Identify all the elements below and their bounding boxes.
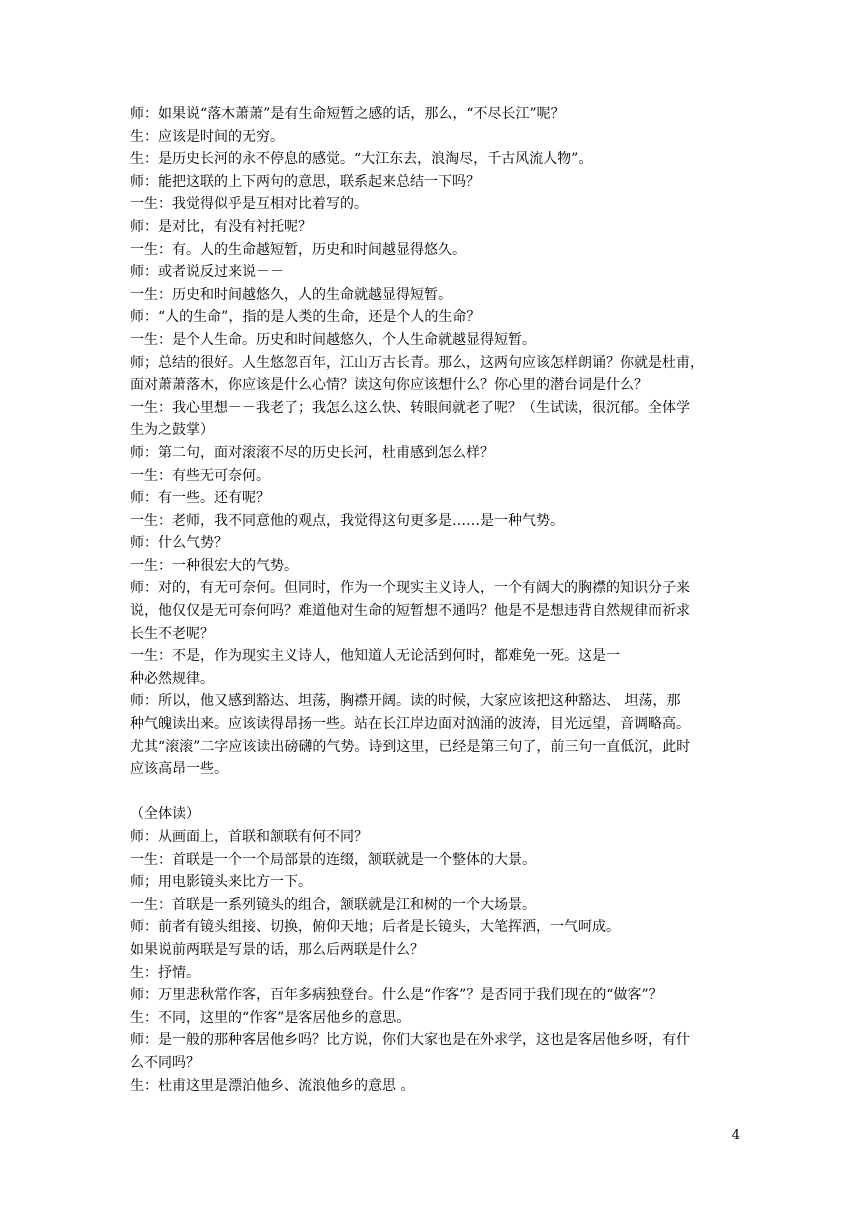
text-line: 师：是对比，有没有衬托呢？ — [130, 218, 312, 235]
text-line: 面对萧萧落木，你应该是什么心情？读这句你应该想什么？你心里的潜台词是什么？ — [130, 377, 648, 394]
text-line: 生：是历史长河的永不停息的感觉。“大江东去，浪淘尽，千古风流人物”。 — [130, 151, 593, 168]
text-line: 一生：我觉得似乎是互相对比着写的。 — [130, 196, 368, 213]
text-line: 生为之鼓掌） — [130, 422, 214, 439]
text-line: 一生：一种很宏大的气势。 — [130, 557, 298, 574]
text-line: 种气魄读出来。应该读得昂扬一些。站在长江岸边面对汹涌的波涛，目光远望，音调略高。 — [130, 716, 690, 733]
text-line: 种必然规律。 — [130, 670, 214, 687]
text-line: （全体读） — [130, 806, 200, 823]
text-line: 师：能把这联的上下两句的意思，联系起来总结一下吗？ — [130, 173, 480, 190]
page-number: 4 — [731, 1128, 740, 1143]
text-line: 一生：老师，我不同意他的观点，我觉得这句更多是……是一种气势。 — [130, 512, 564, 529]
text-line: 么不同吗？ — [130, 1054, 200, 1071]
text-line: 生：不同，这里的“作客”是客居他乡的意思。 — [130, 1009, 411, 1026]
text-line: 师：是一般的那种客居他乡吗？比方说，你们大家也是在外求学，这也是客居他乡呀，有什 — [130, 1032, 690, 1049]
text-line: 一生：历史和时间越悠久，人的生命就越显得短暂。 — [130, 286, 452, 303]
text-line: 一生：首联是一系列镜头的组合，颔联就是江和树的一个大场景。 — [130, 896, 536, 913]
text-line: 师：“人的生命”，指的是人类的生命，还是个人的生命？ — [130, 309, 481, 326]
text-line: 如果说前两联是写景的话，那么后两联是什么？ — [130, 941, 424, 958]
text-line: 尤其“滚滚”二字应该读出磅礴的气势。诗到这里，已经是第三句了，前三句一直低沉，此时 — [130, 738, 691, 755]
text-line: 生：抒情。 — [130, 964, 200, 981]
text-line: 师：对的，有无可奈何。但同时，作为一个现实主义诗人，一个有阔大的胸襟的知识分子来 — [130, 580, 690, 597]
text-line: 师：第二句，面对滚滚不尽的历史长河，杜甫感到怎么样？ — [130, 444, 494, 461]
text-line: 说，他仅仅是无可奈何吗？难道他对生命的短暂想不通吗？他是不是想违背自然规律而祈求 — [130, 603, 690, 620]
text-line: 生：应该是时间的无穷。 — [130, 128, 284, 145]
text-line: 师：所以，他又感到豁达、坦荡，胸襟开阔。读的时候，大家应该把这种豁达、 坦荡，那 — [130, 693, 681, 710]
text-line: 师：如果说“落木萧萧”是有生命短暂之感的话，那么，“不尽长江”呢？ — [130, 106, 565, 122]
text-line: 应该高昂一些。 — [130, 761, 228, 778]
text-line: 一生：有些无可奈何。 — [130, 467, 270, 484]
text-line: 生：杜甫这里是漂泊他乡、流浪他乡的意思 。 — [130, 1077, 415, 1094]
text-line: 一生：是个人生命。历史和时间越悠久，个人生命就越显得短暂。 — [130, 331, 536, 348]
text-line: 师；用电影镜头来比方一下。 — [130, 874, 312, 891]
text-line: 师：万里悲秋常作客，百年多病独登台。什么是“作客”？是否同于我们现在的“做客”？ — [130, 987, 663, 1004]
blank-line — [130, 781, 745, 804]
text-line: 师：有一些。还有呢？ — [130, 490, 270, 507]
document-body — [130, 103, 745, 1097]
text-line: 师；总结的很好。人生悠忽百年，江山万古长青。那么，这两句应该怎样朗诵？你就是杜甫， — [130, 354, 704, 371]
text-line: 师：什么气势？ — [130, 535, 228, 552]
text-line: 师：前者有镜头组接、切换，俯仰天地；后者是长镜头，大笔挥洒，一气呵成。 — [130, 919, 620, 936]
text-line: 师：从画面上，首联和颔联有何不同？ — [130, 829, 368, 845]
text-line: 长生不老呢？ — [130, 625, 214, 642]
text-line: 一生：我心里想－－我老了；我怎么这么快、转眼间就老了呢？（生试读，很沉郁。全体学 — [130, 399, 690, 416]
text-line: 一生：首联是一个一个局部景的连缀，颔联就是一个整体的大景。 — [130, 851, 536, 868]
text-line: 一生：不是，作为现实主义诗人，他知道人无论活到何时，都难免一死。这是一 — [130, 648, 620, 665]
text-line: 一生：有。人的生命越短暂，历史和时间越显得悠久。 — [130, 241, 466, 258]
text-line: 师：或者说反过来说－－ — [130, 264, 284, 281]
